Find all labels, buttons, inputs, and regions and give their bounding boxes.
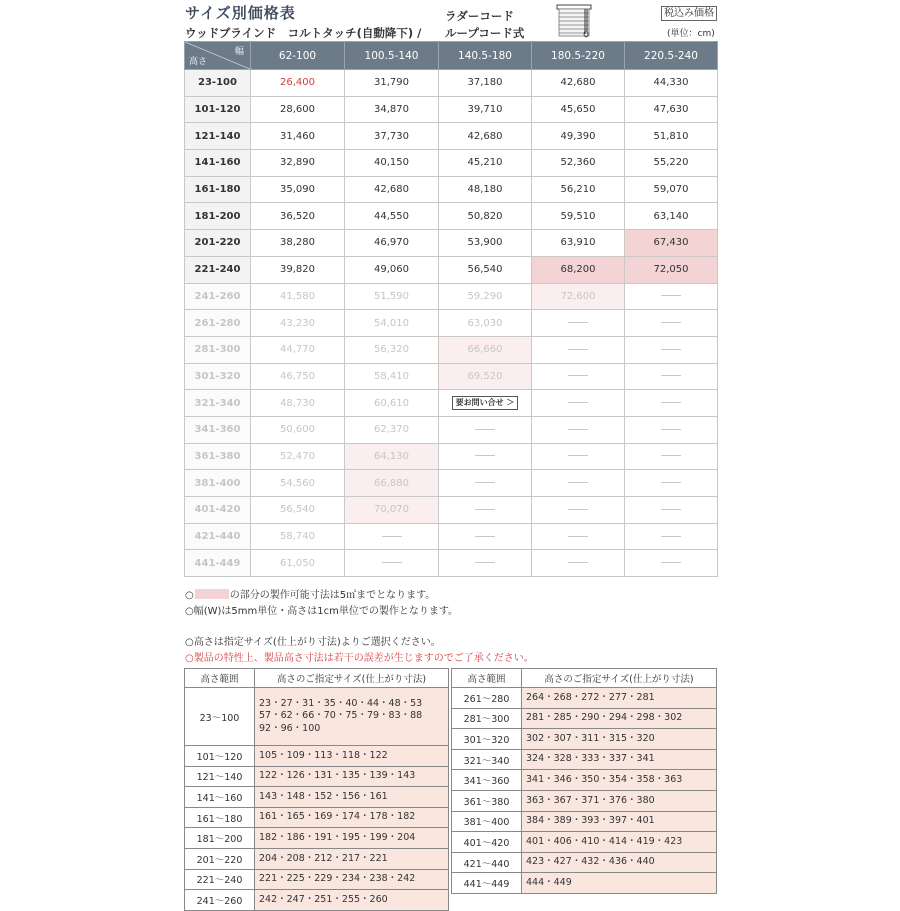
price-cell: 63,910 — [532, 230, 625, 257]
price-row — [185, 256, 718, 283]
height-range: 401〜420 — [452, 832, 522, 853]
height-sizes: 324・328・333・337・341 — [522, 749, 717, 770]
height-range: 201〜220 — [185, 848, 255, 869]
price-cell: 52,470 — [251, 443, 345, 470]
price-cell: 42,680 — [532, 70, 625, 97]
range-row — [452, 749, 717, 770]
unavailable-cell — [625, 523, 718, 550]
unavailable-cell — [532, 363, 625, 390]
dash-mark — [661, 349, 681, 350]
price-cell: 44,770 — [251, 336, 345, 363]
price-cell: 54,010 — [345, 310, 439, 337]
height-range: 181〜200 — [185, 828, 255, 849]
range-row — [452, 770, 717, 791]
price-cell: 52,360 — [532, 150, 625, 177]
price-cell: 66,660 — [439, 336, 532, 363]
unavailable-cell — [625, 416, 718, 443]
dash-mark — [568, 455, 588, 456]
dash-mark — [568, 509, 588, 510]
height-range-cell: 301-320 — [185, 363, 251, 390]
dash-mark — [661, 482, 681, 483]
height-range: 121〜140 — [185, 766, 255, 787]
price-cell: 51,810 — [625, 123, 718, 150]
price-cell: 58,410 — [345, 363, 439, 390]
height-sizes: 444・449 — [522, 873, 717, 894]
contact-cell — [439, 390, 532, 417]
width-column-header: 220.5-240 — [625, 42, 718, 70]
dash-mark — [661, 455, 681, 456]
height-range: 261〜280 — [452, 688, 522, 709]
price-row — [185, 390, 718, 417]
price-cell: 69,520 — [439, 363, 532, 390]
unavailable-cell — [532, 470, 625, 497]
range-row — [452, 873, 717, 894]
width-axis-label: 幅 — [234, 47, 244, 57]
unavailable-cell — [625, 497, 718, 524]
unavailable-cell — [345, 550, 439, 577]
price-cell: 55,220 — [625, 150, 718, 177]
price-cell: 39,820 — [251, 256, 345, 283]
price-cell: 37,180 — [439, 70, 532, 97]
dash-mark — [568, 402, 588, 403]
dash-mark — [661, 562, 681, 563]
height-range-cell: 141-160 — [185, 150, 251, 177]
height-sizes: 242・247・251・255・260 — [255, 890, 449, 911]
range-header: 高さ範囲 — [185, 669, 255, 688]
price-cell: 45,650 — [532, 96, 625, 123]
price-cell: 48,180 — [439, 176, 532, 203]
height-range-cell: 341-360 — [185, 416, 251, 443]
height-range: 301〜320 — [452, 729, 522, 750]
height-sizes: 264・268・272・277・281 — [522, 688, 717, 709]
height-range-cell: 241-260 — [185, 283, 251, 310]
price-row — [185, 497, 718, 524]
cord-type-line1: ラダーコード — [445, 9, 514, 23]
price-row — [185, 203, 718, 230]
height-range: 101〜120 — [185, 746, 255, 767]
dash-mark — [661, 402, 681, 403]
price-cell: 68,200 — [532, 256, 625, 283]
range-row — [452, 708, 717, 729]
height-range-cell: 201-220 — [185, 230, 251, 257]
blind-icon — [556, 4, 592, 38]
note-units: ○幅(W)は5mm単位・高さは1cm単位での製作となります。 — [185, 606, 459, 617]
width-column-header: 140.5-180 — [439, 42, 532, 70]
note-tolerance: ○製品の特性上、製品高さ寸法は若干の誤差が生じますのでご了承ください。 — [185, 653, 534, 664]
dash-mark — [475, 429, 495, 430]
price-row — [185, 96, 718, 123]
dash-mark — [568, 536, 588, 537]
price-cell: 34,870 — [345, 96, 439, 123]
unavailable-cell — [532, 416, 625, 443]
price-row — [185, 310, 718, 337]
unavailable-cell — [625, 336, 718, 363]
height-range-cell: 23-100 — [185, 70, 251, 97]
height-range: 341〜360 — [452, 770, 522, 791]
table-corner — [185, 42, 251, 70]
price-cell: 72,600 — [532, 283, 625, 310]
price-cell: 56,540 — [251, 497, 345, 524]
unavailable-cell — [439, 523, 532, 550]
unavailable-cell — [345, 523, 439, 550]
unavailable-cell — [532, 443, 625, 470]
height-range: 141〜160 — [185, 787, 255, 808]
unavailable-cell — [439, 416, 532, 443]
note-select-size: ○高さは指定サイズ(仕上がり寸法)よりご選択ください。 — [185, 637, 441, 648]
height-range-cell: 181-200 — [185, 203, 251, 230]
unavailable-cell — [625, 283, 718, 310]
height-range: 221〜240 — [185, 869, 255, 890]
price-cell: 41,580 — [251, 283, 345, 310]
price-cell: 60,610 — [345, 390, 439, 417]
range-row — [452, 832, 717, 853]
dash-mark — [661, 375, 681, 376]
range-row — [185, 828, 449, 849]
height-size-table-right — [451, 668, 717, 894]
price-cell: 66,880 — [345, 470, 439, 497]
range-header: 高さ範囲 — [452, 669, 522, 688]
dash-mark — [568, 482, 588, 483]
price-cell: 70,070 — [345, 497, 439, 524]
dash-mark — [661, 429, 681, 430]
price-row — [185, 336, 718, 363]
height-range: 361〜380 — [452, 790, 522, 811]
dash-mark — [568, 562, 588, 563]
sizes-header: 高さのご指定サイズ(仕上がり寸法) — [255, 669, 449, 688]
width-column-header: 62-100 — [251, 42, 345, 70]
unit-label: (単位：cm) — [667, 29, 715, 39]
unavailable-cell — [532, 550, 625, 577]
height-sizes: 401・406・410・414・419・423 — [522, 832, 717, 853]
height-range: 321〜340 — [452, 749, 522, 770]
height-range-cell: 261-280 — [185, 310, 251, 337]
height-sizes: 143・148・152・156・161 — [255, 787, 449, 808]
unavailable-cell — [625, 470, 718, 497]
price-row — [185, 70, 718, 97]
dash-mark — [568, 375, 588, 376]
price-cell: 56,320 — [345, 336, 439, 363]
height-range: 23〜100 — [185, 688, 255, 746]
price-row — [185, 150, 718, 177]
range-row — [185, 848, 449, 869]
unavailable-cell — [625, 363, 718, 390]
price-cell: 28,600 — [251, 96, 345, 123]
dash-mark — [661, 509, 681, 510]
unavailable-cell — [532, 523, 625, 550]
height-range: 421〜440 — [452, 852, 522, 873]
height-range-cell: 321-340 — [185, 390, 251, 417]
price-cell: 59,290 — [439, 283, 532, 310]
price-cell: 36,520 — [251, 203, 345, 230]
unavailable-cell — [532, 390, 625, 417]
height-sizes: 341・346・350・354・358・363 — [522, 770, 717, 791]
price-cell: 49,060 — [345, 256, 439, 283]
price-cell: 31,460 — [251, 123, 345, 150]
price-table-header — [185, 42, 718, 70]
range-row — [452, 688, 717, 709]
dash-mark — [475, 455, 495, 456]
cord-type-line2: ループコード式 — [445, 26, 525, 40]
price-cell: 51,590 — [345, 283, 439, 310]
height-range-cell: 101-120 — [185, 96, 251, 123]
price-cell: 32,890 — [251, 150, 345, 177]
height-sizes: 384・389・393・397・401 — [522, 811, 717, 832]
dash-mark — [475, 482, 495, 483]
price-cell: 35,090 — [251, 176, 345, 203]
range-row — [185, 787, 449, 808]
height-sizes: 302・307・311・315・320 — [522, 729, 717, 750]
price-cell: 46,970 — [345, 230, 439, 257]
price-row — [185, 176, 718, 203]
dash-mark — [382, 536, 402, 537]
dash-mark — [661, 536, 681, 537]
dash-mark — [568, 322, 588, 323]
width-column-header: 100.5-140 — [345, 42, 439, 70]
dash-mark — [382, 562, 402, 563]
height-range-cell: 441-449 — [185, 550, 251, 577]
height-range: 241〜260 — [185, 890, 255, 911]
price-cell: 46,750 — [251, 363, 345, 390]
price-cell: 62,370 — [345, 416, 439, 443]
price-cell: 31,790 — [345, 70, 439, 97]
price-table — [184, 41, 718, 577]
unavailable-cell — [532, 336, 625, 363]
height-sizes: 182・186・191・195・199・204 — [255, 828, 449, 849]
range-row — [185, 746, 449, 767]
height-sizes: 363・367・371・376・380 — [522, 790, 717, 811]
height-range-cell: 121-140 — [185, 123, 251, 150]
price-cell: 63,140 — [625, 203, 718, 230]
price-row — [185, 123, 718, 150]
price-cell: 26,400 — [251, 70, 345, 97]
price-cell: 42,680 — [439, 123, 532, 150]
price-cell: 43,230 — [251, 310, 345, 337]
unavailable-cell — [625, 550, 718, 577]
price-row — [185, 523, 718, 550]
price-row — [185, 470, 718, 497]
height-range-cell: 221-240 — [185, 256, 251, 283]
price-cell: 59,070 — [625, 176, 718, 203]
width-column-header: 180.5-220 — [532, 42, 625, 70]
height-size-table-left — [184, 668, 449, 911]
price-cell: 38,280 — [251, 230, 345, 257]
height-range: 441〜449 — [452, 873, 522, 894]
range-row — [452, 852, 717, 873]
price-cell: 44,330 — [625, 70, 718, 97]
range-row — [452, 729, 717, 750]
price-cell: 56,210 — [532, 176, 625, 203]
height-range-cell: 161-180 — [185, 176, 251, 203]
price-cell: 63,030 — [439, 310, 532, 337]
unavailable-cell — [439, 443, 532, 470]
height-range-cell: 361-380 — [185, 443, 251, 470]
tax-included-badge: 税込み価格 — [661, 6, 717, 21]
contact-button[interactable]: 要お問い合せ ＞ — [452, 396, 519, 410]
dash-mark — [475, 562, 495, 563]
range-row — [452, 790, 717, 811]
dash-mark — [568, 349, 588, 350]
price-cell: 42,680 — [345, 176, 439, 203]
unavailable-cell — [625, 310, 718, 337]
height-sizes: 423・427・432・436・440 — [522, 852, 717, 873]
price-cell: 50,600 — [251, 416, 345, 443]
price-cell: 47,630 — [625, 96, 718, 123]
price-cell: 54,560 — [251, 470, 345, 497]
note-text: の部分の製作可能寸法は5㎡までとなります。 — [229, 590, 436, 601]
range-row — [452, 811, 717, 832]
price-cell: 50,820 — [439, 203, 532, 230]
unavailable-cell — [625, 390, 718, 417]
price-cell: 45,210 — [439, 150, 532, 177]
price-cell: 72,050 — [625, 256, 718, 283]
price-cell: 59,510 — [532, 203, 625, 230]
price-cell: 40,150 — [345, 150, 439, 177]
price-row — [185, 230, 718, 257]
dash-mark — [661, 322, 681, 323]
price-row — [185, 283, 718, 310]
price-cell: 58,740 — [251, 523, 345, 550]
pink-swatch — [195, 589, 229, 599]
dash-mark — [475, 536, 495, 537]
unavailable-cell — [532, 310, 625, 337]
height-range-cell: 381-400 — [185, 470, 251, 497]
unavailable-cell — [625, 443, 718, 470]
unavailable-cell — [439, 497, 532, 524]
dash-mark — [475, 509, 495, 510]
unavailable-cell — [439, 470, 532, 497]
dash-mark — [661, 295, 681, 296]
height-range: 381〜400 — [452, 811, 522, 832]
height-sizes: 23・27・31・35・40・44・48・53 57・62・66・70・75・79・83・88 92・96・100 — [255, 688, 449, 746]
price-cell: 67,430 — [625, 230, 718, 257]
height-sizes: 122・126・131・135・139・143 — [255, 766, 449, 787]
note-prefix: ○ — [185, 590, 194, 601]
sizes-header: 高さのご指定サイズ(仕上がり寸法) — [522, 669, 717, 688]
height-range-cell: 421-440 — [185, 523, 251, 550]
price-cell: 37,730 — [345, 123, 439, 150]
price-row — [185, 416, 718, 443]
height-sizes: 204・208・212・217・221 — [255, 848, 449, 869]
price-row — [185, 363, 718, 390]
range-row — [185, 869, 449, 890]
height-range-cell: 401-420 — [185, 497, 251, 524]
price-row — [185, 443, 718, 470]
height-sizes: 161・165・169・174・178・182 — [255, 807, 449, 828]
note-max-area — [185, 586, 435, 601]
price-cell: 56,540 — [439, 256, 532, 283]
height-range-cell: 281-300 — [185, 336, 251, 363]
height-sizes: 105・109・113・118・122 — [255, 746, 449, 767]
unavailable-cell — [532, 497, 625, 524]
range-row — [185, 766, 449, 787]
price-cell: 49,390 — [532, 123, 625, 150]
height-range: 161〜180 — [185, 807, 255, 828]
price-row — [185, 550, 718, 577]
price-cell: 44,550 — [345, 203, 439, 230]
height-sizes: 221・225・229・234・238・242 — [255, 869, 449, 890]
range-row — [185, 807, 449, 828]
price-cell: 48,730 — [251, 390, 345, 417]
unavailable-cell — [439, 550, 532, 577]
price-cell: 53,900 — [439, 230, 532, 257]
height-axis-label: 高さ — [189, 57, 208, 67]
range-row — [185, 688, 449, 746]
dash-mark — [568, 429, 588, 430]
height-range: 281〜300 — [452, 708, 522, 729]
price-cell: 39,710 — [439, 96, 532, 123]
price-cell: 64,130 — [345, 443, 439, 470]
page-title: サイズ別価格表 — [185, 4, 296, 22]
price-cell: 61,050 — [251, 550, 345, 577]
height-sizes: 281・285・290・294・298・302 — [522, 708, 717, 729]
product-name: ウッドブラインド コルトタッチ(自動降下) / — [185, 26, 422, 40]
